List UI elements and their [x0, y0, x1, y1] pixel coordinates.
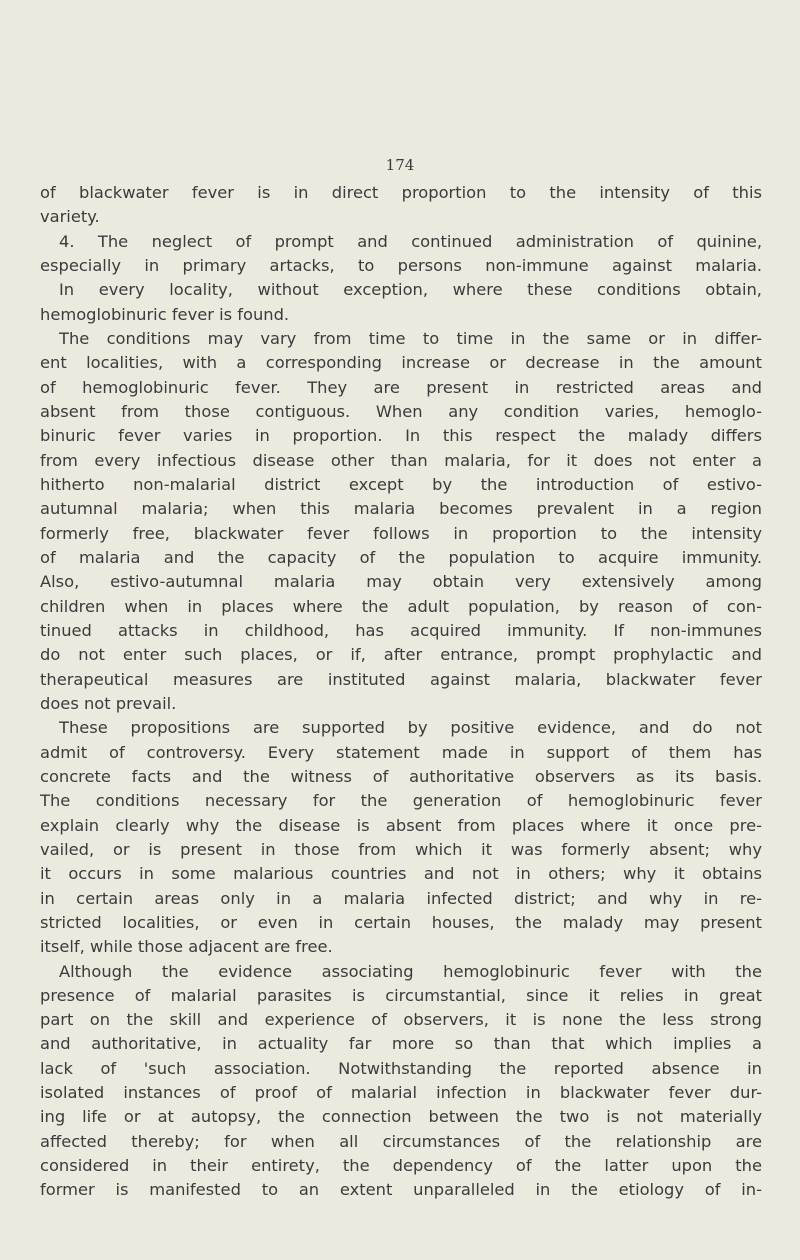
- text-line: The conditions may vary from time to time in the same or in differ-: [59, 328, 762, 348]
- text-line: considered in their entirety, the dependency of the latter upon the: [40, 1156, 762, 1176]
- text-line: especially in primary artacks, to persons non-immune against malaria.: [40, 255, 762, 275]
- text-line: variety.: [40, 207, 100, 227]
- text-line: therapeutical measures are instituted against malaria, blackwater fever: [40, 669, 762, 689]
- text-line: Although the evidence associating hemoglobinuric fever with the: [59, 961, 762, 981]
- text-line: tinued attacks in childhood, has acquired immunity. If non-immunes: [40, 620, 762, 640]
- text-line: of hemoglobinuric fever. They are present in restricted areas and: [40, 377, 762, 397]
- text-line: hemoglobinuric fever is found.: [40, 304, 290, 324]
- text-line: ing life or at autopsy, the connection between the two is not materially: [40, 1107, 762, 1127]
- text-line: former is manifested to an extent unparalleled in the etiology of in-: [40, 1180, 762, 1200]
- text-line: of blackwater fever is in direct proportion to the intensity of this: [40, 183, 762, 202]
- text-line: presence of malarial parasites is circumstantial, since it relies in great: [40, 985, 762, 1005]
- text-line: 4. The neglect of prompt and continued administration of quinine,: [59, 231, 762, 251]
- text-line: hitherto non-malarial district except by the introduction of estivo-: [40, 474, 762, 494]
- text-line: explain clearly why the disease is absent from places where it once pre-: [40, 815, 762, 835]
- text-line: concrete facts and the witness of authoritative observers as its basis.: [40, 766, 762, 786]
- text-line: admit of controversy. Every statement made in support of them has: [40, 742, 762, 762]
- text-line: These propositions are supported by positive evidence, and do not: [59, 718, 762, 738]
- text-line: binuric fever varies in proportion. In this respect the malady differs: [40, 426, 762, 446]
- text-line: do not enter such places, or if, after entrance, prompt prophylactic and: [40, 645, 762, 665]
- text-line: absent from those contiguous. When any condition varies, hemoglo-: [40, 401, 762, 421]
- text-line: affected thereby; for when all circumstances of the relationship are: [40, 1131, 762, 1151]
- text-line: stricted localities, or even in certain houses, the malady may present: [40, 912, 762, 932]
- text-line: autumnal malaria; when this malaria becomes prevalent in a region: [40, 499, 762, 519]
- text-line: Also, estivo-autumnal malaria may obtain very extensively among: [40, 572, 762, 592]
- text-line: lack of 'such association. Notwithstanding the reported absence in: [40, 1058, 762, 1078]
- text-line: The conditions necessary for the generation of hemoglobinuric fever: [40, 791, 762, 811]
- text-line: In every locality, without exception, where these conditions obtain,: [59, 280, 762, 300]
- text-line: from every infectious disease other than malaria, for it does not enter a: [40, 450, 762, 470]
- page-number: 174: [385, 156, 415, 174]
- text-line: formerly free, blackwater fever follows in proportion to the intensity: [40, 523, 762, 543]
- text-line: children when in places where the adult population, by reason of con-: [40, 596, 762, 616]
- text-line: in certain areas only in a malaria infected district; and why in re-: [40, 888, 762, 908]
- text-line: does not prevail.: [40, 693, 177, 713]
- text-line: isolated instances of proof of malarial infection in blackwater fever dur-: [40, 1083, 762, 1103]
- text-line: part on the skill and experience of observers, it is none the less strong: [40, 1010, 762, 1030]
- body-text: [40, 181, 762, 1203]
- text-line: it occurs in some malarious countries and not in others; why it obtains: [40, 864, 762, 884]
- text-line: itself, while those adjacent are free.: [40, 937, 333, 957]
- text-line: of malaria and the capacity of the population to acquire immunity.: [40, 547, 762, 567]
- text-line: vailed, or is present in those from which it was formerly absent; why: [40, 839, 762, 859]
- text-line: and authoritative, in actuality far more so than that which implies a: [40, 1034, 762, 1054]
- text-line: ent localities, with a corresponding increase or decrease in the amount: [40, 353, 762, 373]
